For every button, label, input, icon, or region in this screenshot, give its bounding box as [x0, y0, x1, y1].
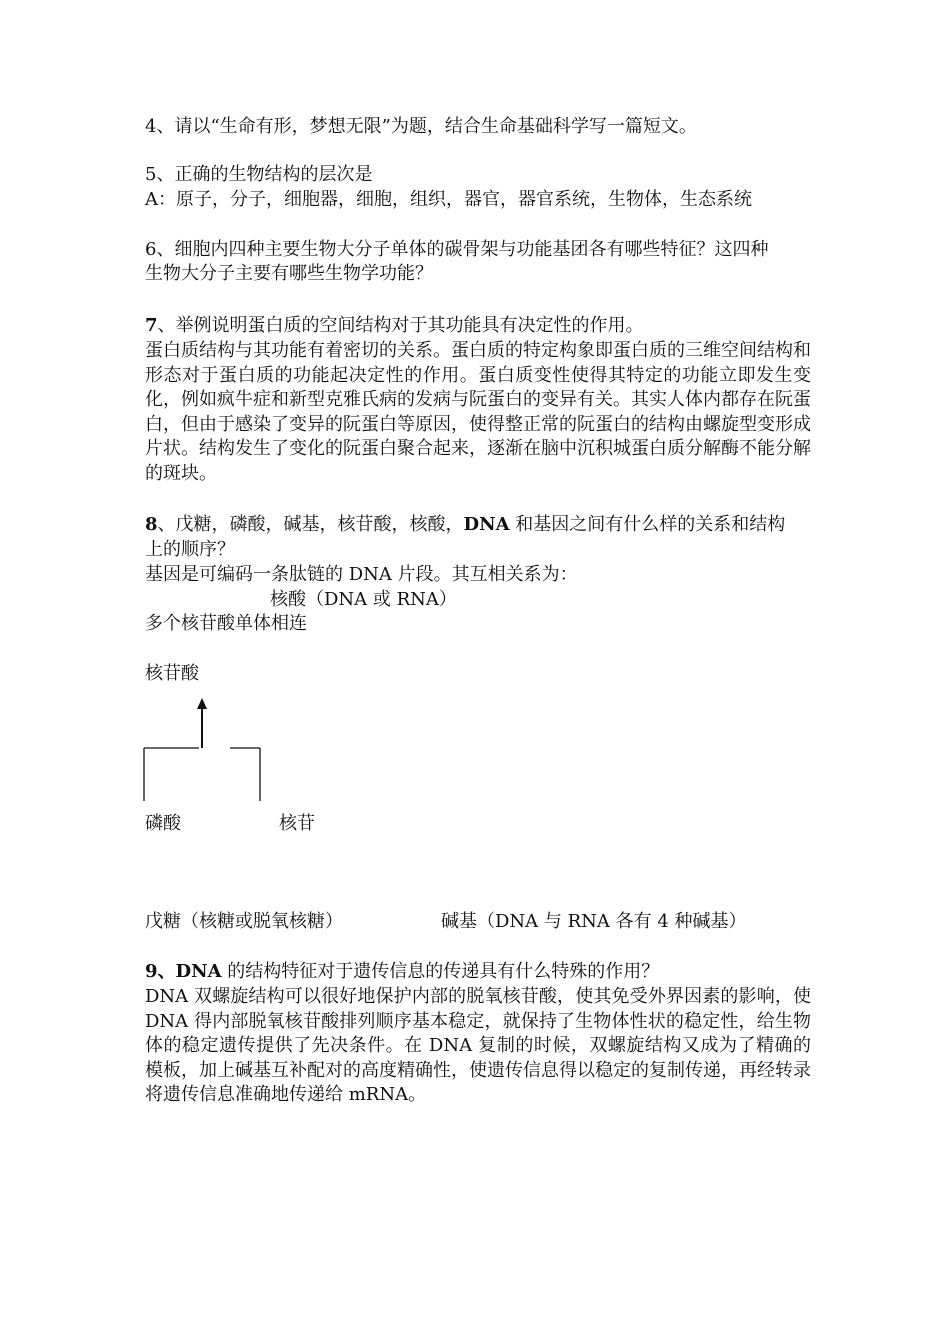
q9-answer: DNA 双螺旋结构可以很好地保护内部的脱氧核苷酸，使其免受外界因素的影响，使 DNA 得内部脱氧核苷酸排列顺序基本稳定，就保持了生物体性状的稳定性，给生物体的稳定遗传提供了先决条件。在 DNA 复制的时候，双螺旋结构又成为了精确的模板，加上碱基互补配对的高度精确性，使遗传信息得以稳定的复制传递，再经转录将遗传信息准确地传递给 mRNA。	[145, 986, 811, 1105]
q8-question-part1: 、戊糖，磷酸，碱基，核苷酸，核酸，	[157, 514, 464, 535]
q8-number: 8	[145, 514, 158, 535]
q5-question: 5、正确的生物结构的层次是	[145, 164, 373, 185]
q8-question-line2: 上的顺序？	[145, 539, 235, 560]
q5-answer: A：原子，分子，细胞器，细胞，组织，器官，器官系统，生物体，生态系统	[145, 189, 752, 210]
q8-question-part2: 和基因之间有什么样的关系和结构	[509, 514, 786, 535]
q9-question-text: 的结构特征对于遗传信息的传递具有什么特殊的作用？	[221, 961, 660, 982]
nucleotide-composition-diagram	[140, 690, 280, 810]
q9-question-dna: 、DNA	[157, 961, 222, 982]
q7-question-text: 、举例说明蛋白质的空间结构对于其功能具有决定性的作用。	[157, 315, 644, 336]
q7-answer: 蛋白质结构与其功能有着密切的关系。蛋白质的特定构象即蛋白质的三维空间结构和形态对于蛋白质的功能起决定性的作用。蛋白质变性使得其特定的功能立即发生变化，例如疯牛症和新型克雅氏病的发病与阮蛋白的变异有关。其实人体内都存在阮蛋白，但由于感染了变异的阮蛋白等原因，使得整正常的阮蛋白的结构由螺旋型变形成片状。结构发生了变化的阮蛋白聚合起来，逐渐在脑中沉积城蛋白质分解酶不能分解的斑块。	[145, 340, 811, 484]
arrow-head-icon	[197, 698, 207, 709]
diagram-phosphate-label: 磷酸	[145, 813, 181, 834]
diagram-pentose-label: 戊糖（核糖或脱氧核糖）	[145, 911, 343, 932]
q8-question	[145, 513, 785, 537]
diagram-nucleoside-label: 核苷	[279, 813, 315, 834]
q8-question-dna: DNA	[463, 514, 510, 535]
q6-line2: 生物大分子主要有哪些生物学功能？	[145, 263, 433, 284]
diagram-nucleotide-label: 核苷酸	[145, 663, 199, 684]
q8-answer: 基因是可编码一条肽链的 DNA 片段。其互相关系为：	[145, 564, 578, 585]
q7-number: 7	[145, 315, 158, 336]
diagram-nucleic-acid-label: 核酸（DNA 或 RNA）	[270, 589, 457, 610]
q6-line1: 6、细胞内四种主要生物大分子单体的碳骨架与功能基团各有哪些特征？这四种	[145, 239, 769, 260]
q7-question	[145, 314, 644, 338]
q4-text: 4、请以“生命有形，梦想无限”为题，结合生命基础科学写一篇短文。	[145, 116, 697, 137]
diagram-base-label: 碱基（DNA 与 RNA 各有 4 种碱基）	[441, 911, 747, 932]
diagram-linker-label: 多个核苷酸单体相连	[145, 613, 307, 634]
q9-question	[145, 960, 659, 984]
q9-number: 9	[145, 961, 158, 982]
